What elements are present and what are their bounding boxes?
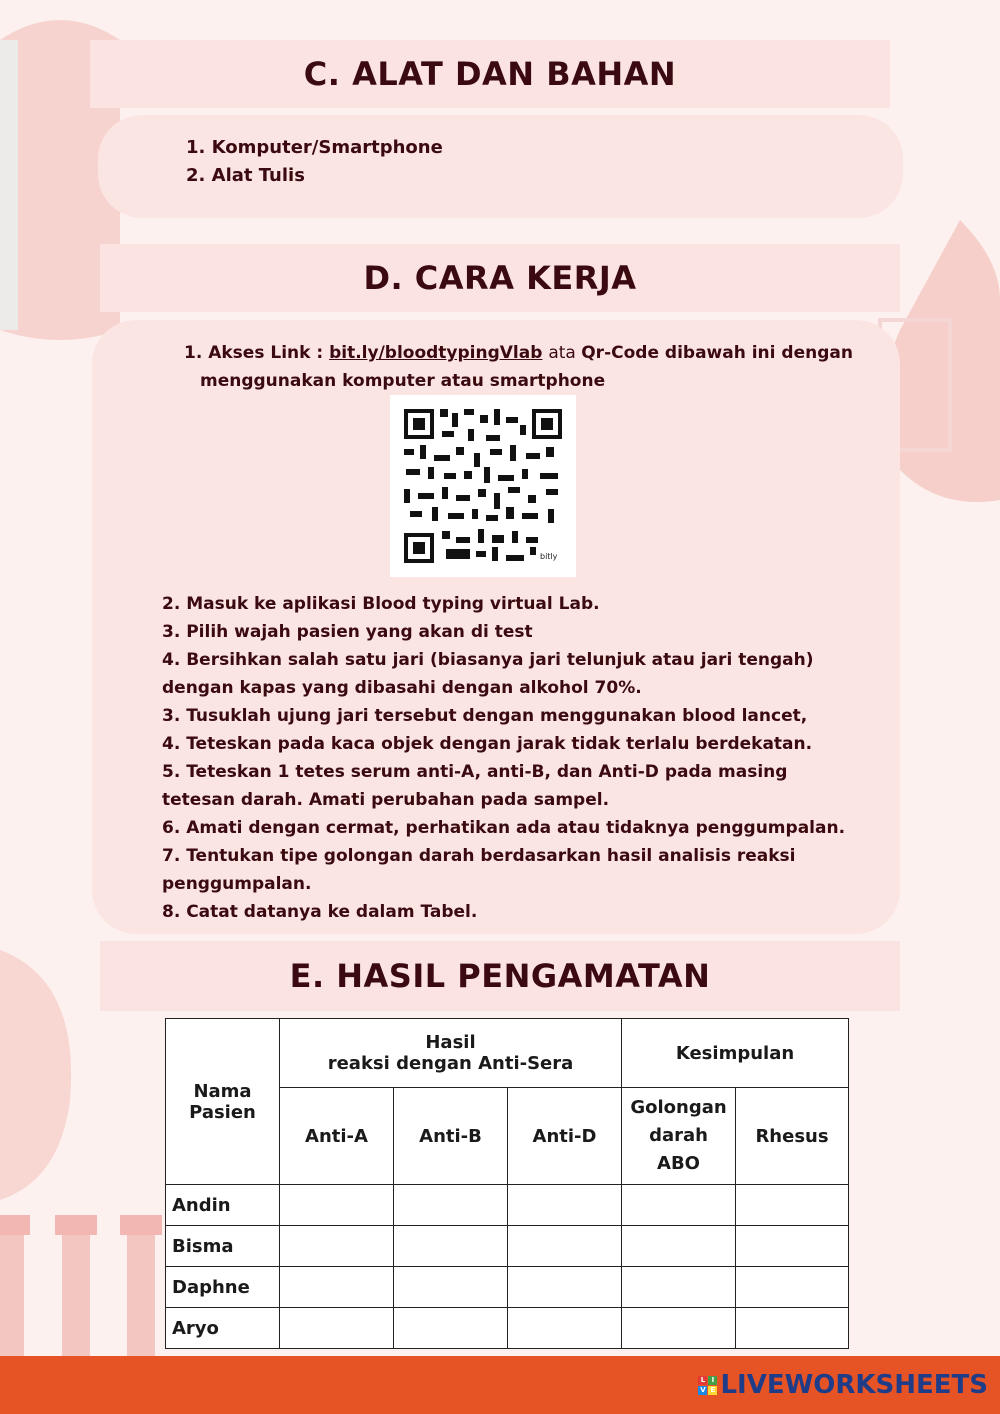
header-anti-a: Anti-A — [280, 1088, 394, 1185]
cell-anti-d[interactable] — [508, 1226, 622, 1267]
observation-table — [165, 1018, 849, 1349]
header-nama-pasien: Nama Pasien — [166, 1019, 280, 1185]
cell-rhesus[interactable] — [736, 1308, 849, 1349]
cell-anti-d[interactable] — [508, 1308, 622, 1349]
header-golongan-darah: Golongan darah ABO — [622, 1088, 736, 1185]
list-item: dengan kapas yang dibasahi dengan alkohol 70%. — [162, 678, 642, 698]
header-anti-d: Anti-D — [508, 1088, 622, 1185]
cell-anti-a[interactable] — [280, 1308, 394, 1349]
qr-code[interactable] — [390, 395, 576, 577]
list-item: tetesan darah. Amati perubahan pada sampel. — [162, 790, 610, 810]
header-anti-b: Anti-B — [394, 1088, 508, 1185]
list-item: 2. Alat Tulis — [186, 165, 305, 186]
cell-golongan[interactable] — [622, 1226, 736, 1267]
cell-golongan[interactable] — [622, 1308, 736, 1349]
tools-list — [186, 134, 443, 190]
patient-name: Daphne — [166, 1267, 280, 1308]
section-d-title: D. CARA KERJA — [363, 259, 637, 297]
liveworksheets-logo[interactable] — [698, 1370, 988, 1400]
cell-anti-a[interactable] — [280, 1226, 394, 1267]
cell-golongan[interactable] — [622, 1185, 736, 1226]
patient-name: Aryo — [166, 1308, 280, 1349]
cell-golongan[interactable] — [622, 1267, 736, 1308]
list-item: 4. Bersihkan salah satu jari (biasanya jari telunjuk atau jari tengah) — [162, 650, 814, 670]
cell-anti-a[interactable] — [280, 1185, 394, 1226]
table-row — [166, 1267, 849, 1308]
list-item: 4. Teteskan pada kaca objek dengan jarak tidak terlalu berdekatan. — [162, 734, 813, 754]
liveworksheets-mark-icon: L I V E — [698, 1376, 717, 1395]
section-e-title: E. HASIL PENGAMATAN — [289, 957, 711, 995]
section-c-header — [90, 40, 890, 108]
list-item: 3. Pilih wajah pasien yang akan di test — [162, 622, 533, 642]
list-item: 7. Tentukan tipe golongan darah berdasarkan hasil analisis reaksi — [162, 846, 796, 866]
qr-code-image — [390, 395, 576, 577]
cell-anti-b[interactable] — [394, 1226, 508, 1267]
cell-rhesus[interactable] — [736, 1226, 849, 1267]
header-kesimpulan: Kesimpulan — [622, 1019, 849, 1088]
section-e-header — [100, 941, 900, 1011]
steps-list — [162, 590, 862, 926]
list-item: 8. Catat datanya ke dalam Tabel. — [162, 902, 478, 922]
cell-anti-d[interactable] — [508, 1185, 622, 1226]
list-item: 3. Tusuklah ujung jari tersebut dengan menggunakan blood lancet, — [162, 706, 808, 726]
cell-anti-d[interactable] — [508, 1267, 622, 1308]
patient-name: Bisma — [166, 1226, 280, 1267]
cell-rhesus[interactable] — [736, 1267, 849, 1308]
table-row — [166, 1185, 849, 1226]
step-1: 1. Akses Link : bit.ly/bloodtypingVlab ata Qr-Code dibawah ini dengan menggunakan komputer atau smartphone — [184, 343, 853, 391]
section-c-title: C. ALAT DAN BAHAN — [303, 55, 677, 93]
cell-anti-b[interactable] — [394, 1185, 508, 1226]
list-item: penggumpalan. — [162, 874, 312, 894]
qr-caption: bitly — [540, 552, 558, 561]
list-item: 5. Teteskan 1 tetes serum anti-A, anti-B, dan Anti-D pada masing — [162, 762, 788, 782]
cell-anti-a[interactable] — [280, 1267, 394, 1308]
patient-name: Andin — [166, 1185, 280, 1226]
header-hasil-reaksi: Hasil reaksi dengan Anti-Sera — [280, 1019, 622, 1088]
list-item: 6. Amati dengan cermat, perhatikan ada atau tidaknya penggumpalan. — [162, 818, 846, 838]
cell-anti-b[interactable] — [394, 1267, 508, 1308]
list-item: 2. Masuk ke aplikasi Blood typing virtual Lab. — [162, 594, 600, 614]
section-d-header — [100, 244, 900, 312]
cell-anti-b[interactable] — [394, 1308, 508, 1349]
cell-rhesus[interactable] — [736, 1185, 849, 1226]
brand-name: LIVEWORKSHEETS — [720, 1370, 988, 1400]
table-row — [166, 1308, 849, 1349]
header-rhesus: Rhesus — [736, 1088, 849, 1185]
list-item: 1. Komputer/Smartphone — [186, 137, 443, 158]
table-row — [166, 1226, 849, 1267]
blood-typing-link[interactable]: bit.ly/bloodtypingVlab — [329, 343, 543, 363]
footer-bar — [0, 1356, 1000, 1414]
